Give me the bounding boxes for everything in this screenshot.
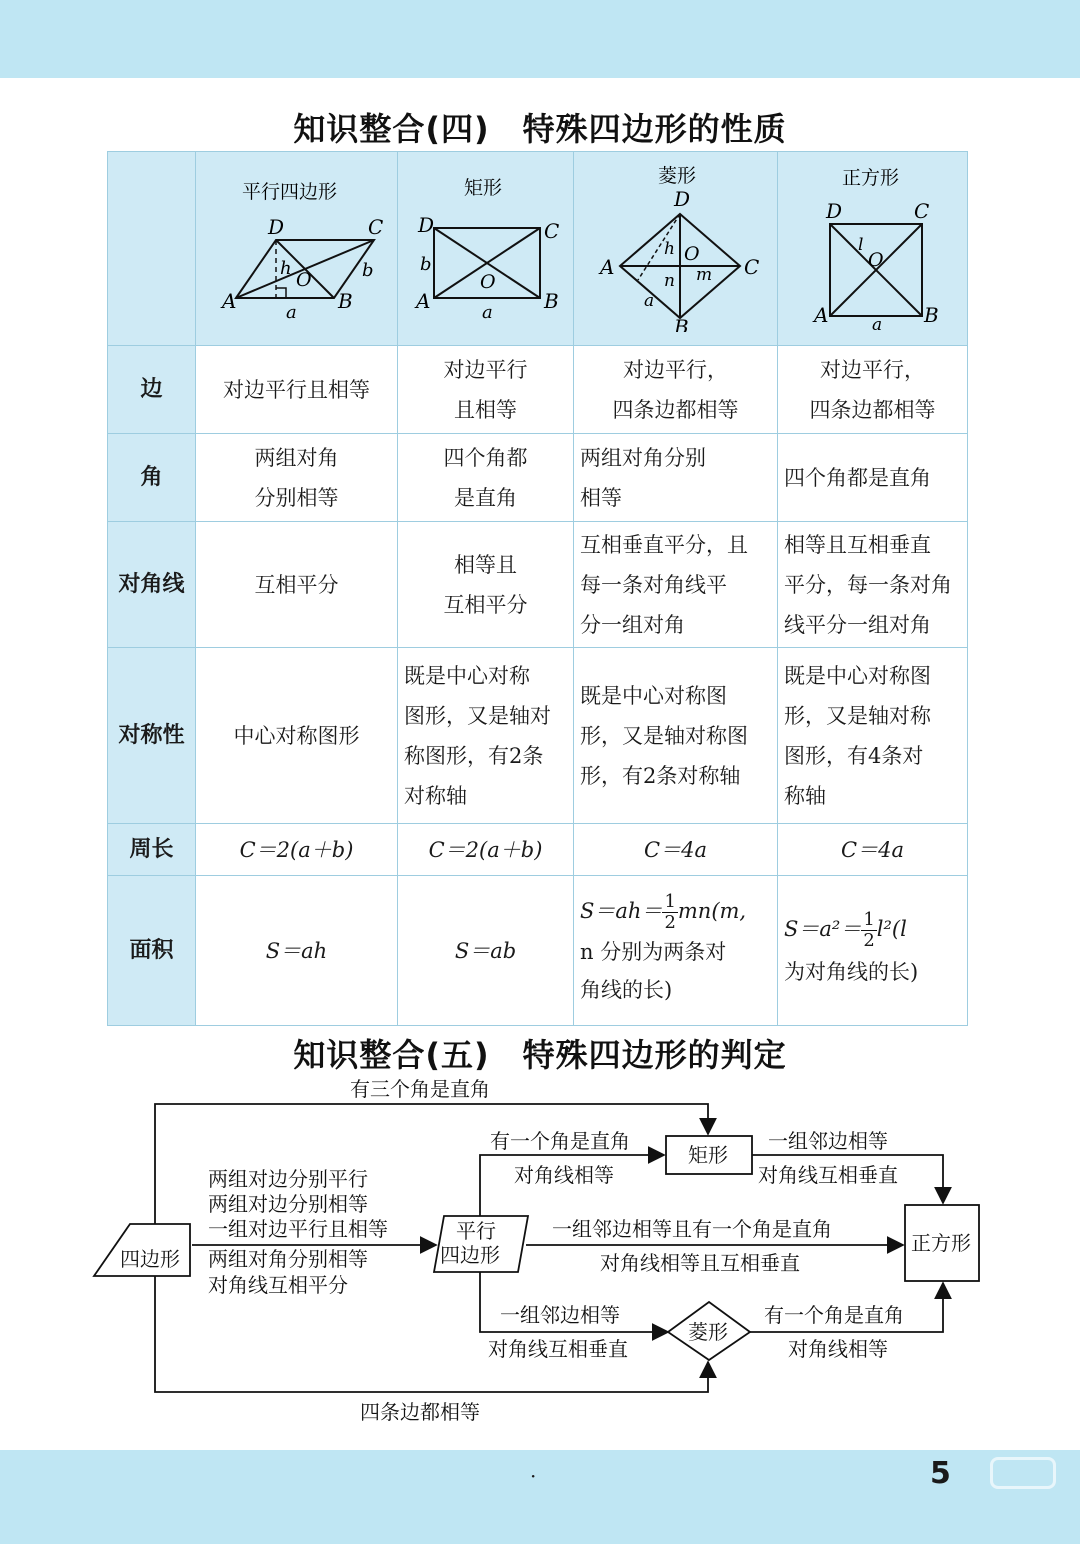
svg-text:O: O xyxy=(868,249,884,271)
corner-cell xyxy=(108,152,196,346)
parallelogram-figure xyxy=(202,152,392,332)
svg-text:四边形: 四边形 xyxy=(440,1243,500,1267)
cell: 相等且互相垂直 平分，每一条对角 线平分一组对角 xyxy=(778,522,968,648)
rhombus-figure xyxy=(580,152,774,332)
cell: S＝ah xyxy=(196,876,398,1026)
svg-text:a: a xyxy=(482,302,493,323)
row-label: 面积 xyxy=(108,876,196,1026)
rhombus-area-cell: S＝ah＝ $\frac{1}{2}$ mn(m, n 分别为两条对 角线的长) xyxy=(574,876,778,1026)
rectangle-figure xyxy=(404,152,570,332)
svg-text:C: C xyxy=(544,219,560,243)
svg-text:b: b xyxy=(420,254,432,275)
svg-text:B: B xyxy=(544,289,559,313)
svg-text:平行: 平行 xyxy=(456,1219,496,1243)
rhombus-cell xyxy=(574,152,778,346)
row-symmetry xyxy=(108,648,968,824)
edge-label: 一组邻边相等 xyxy=(500,1303,620,1327)
row-label: 周长 xyxy=(108,824,196,876)
svg-text:C: C xyxy=(744,255,760,279)
row-label: 对角线 xyxy=(108,522,196,648)
svg-text:菱形: 菱形 xyxy=(688,1320,728,1344)
shape-name: 正方形 xyxy=(842,167,900,189)
cell: 既是中心对称 图形，又是轴对 称图形，有2条 对称轴 xyxy=(398,648,574,824)
svg-text:四边形: 四边形 xyxy=(120,1247,180,1271)
svg-text:D: D xyxy=(674,187,691,211)
cell: 既是中心对称图 形，又是轴对称图 形，有2条对称轴 xyxy=(574,648,778,824)
edge-label: 对角线互相平分 xyxy=(208,1273,348,1297)
row-angles xyxy=(108,434,968,522)
svg-text:A: A xyxy=(222,289,237,313)
criteria-flowchart xyxy=(0,1070,1080,1430)
cell: 中心对称图形 xyxy=(196,648,398,824)
svg-text:O: O xyxy=(480,271,496,293)
row-area xyxy=(108,876,968,1026)
page-number: 5 xyxy=(930,1456,951,1491)
edge-label: 一组邻边相等 xyxy=(768,1129,888,1153)
svg-text:A: A xyxy=(416,289,431,313)
edge-label: 两组对边分别平行 xyxy=(208,1167,368,1191)
cell: 两组对角分别 相等 xyxy=(574,434,778,522)
edge-label: 两组对边分别相等 xyxy=(208,1192,368,1216)
edge-label: 两组对角分别相等 xyxy=(208,1247,368,1271)
svg-text:D: D xyxy=(418,213,435,237)
cell: 既是中心对称图 形，又是轴对称 图形，有4条对 称轴 xyxy=(778,648,968,824)
edge-label: 有三个角是直角 xyxy=(350,1077,490,1101)
cell: 四个角都是直角 xyxy=(778,434,968,522)
svg-text:O: O xyxy=(684,243,700,265)
footer-dot: · xyxy=(530,1464,537,1488)
row-label: 边 xyxy=(108,346,196,434)
svg-text:C: C xyxy=(368,215,384,239)
row-diagonals xyxy=(108,522,968,648)
shape-name: 平行四边形 xyxy=(242,181,338,203)
cell: C＝4a xyxy=(778,824,968,876)
cell: 对边平行且相等 xyxy=(196,346,398,434)
criteria-title: 知识整合(五) 特殊四边形的判定 xyxy=(293,1036,787,1074)
shape-name: 矩形 xyxy=(464,177,503,199)
properties-title: 知识整合(四) 特殊四边形的性质 xyxy=(293,110,787,148)
svg-text:正方形: 正方形 xyxy=(911,1231,971,1255)
parallelogram-cell xyxy=(196,152,398,346)
row-label: 角 xyxy=(108,434,196,522)
svg-text:b: b xyxy=(362,260,374,281)
svg-text:B: B xyxy=(674,315,689,332)
cell: 互相垂直平分，且 每一条对角线平 分一组对角 xyxy=(574,522,778,648)
svg-text:a: a xyxy=(286,302,297,323)
square-area-cell: S＝a²＝ $\frac{1}{2}$ l²(l 为对角线的长) xyxy=(778,876,968,1026)
cell: 相等且 互相平分 xyxy=(398,522,574,648)
edge-label: 对角线相等且互相垂直 xyxy=(600,1251,800,1275)
edge-label: 有一个角是直角 xyxy=(764,1303,904,1327)
cell: 两组对角 分别相等 xyxy=(196,434,398,522)
cell: C＝2(a＋b) xyxy=(196,824,398,876)
top-band xyxy=(0,0,1080,78)
watermark-badge xyxy=(990,1457,1056,1489)
edge-label: 对角线互相垂直 xyxy=(488,1337,628,1361)
svg-text:A: A xyxy=(814,303,829,327)
svg-text:D: D xyxy=(268,215,285,239)
edge-label: 一组对边平行且相等 xyxy=(208,1217,388,1241)
rectangle-cell xyxy=(398,152,574,346)
svg-text:n: n xyxy=(664,271,675,291)
edge-label: 对角线相等 xyxy=(788,1337,888,1361)
svg-text:h: h xyxy=(280,258,292,279)
svg-text:B: B xyxy=(338,289,353,313)
edge-label: 四条边都相等 xyxy=(360,1400,480,1424)
square-cell xyxy=(778,152,968,346)
bottom-band xyxy=(0,1450,1080,1544)
edge-label: 一组邻边相等且有一个角是直角 xyxy=(552,1217,832,1241)
svg-text:C: C xyxy=(914,199,930,223)
square-figure xyxy=(784,152,964,332)
svg-text:A: A xyxy=(600,255,615,279)
edge-label: 对角线互相垂直 xyxy=(758,1163,898,1187)
edge-label: 对角线相等 xyxy=(514,1163,614,1187)
svg-text:B: B xyxy=(924,303,939,327)
figure-row xyxy=(108,152,968,346)
svg-text:m: m xyxy=(696,265,713,285)
row-sides xyxy=(108,346,968,434)
row-perimeter xyxy=(108,824,968,876)
svg-text:O: O xyxy=(296,269,312,291)
properties-table xyxy=(107,151,968,1026)
svg-text:l: l xyxy=(858,235,864,255)
svg-text:a: a xyxy=(872,315,883,332)
cell: 对边平行， 四条边都相等 xyxy=(574,346,778,434)
svg-text:a: a xyxy=(644,291,655,311)
svg-text:D: D xyxy=(826,199,843,223)
edge-label: 有一个角是直角 xyxy=(490,1129,630,1153)
cell: 四个角都 是直角 xyxy=(398,434,574,522)
cell: S＝ab xyxy=(398,876,574,1026)
row-label: 对称性 xyxy=(108,648,196,824)
cell: 对边平行， 四条边都相等 xyxy=(778,346,968,434)
cell: C＝4a xyxy=(574,824,778,876)
svg-text:矩形: 矩形 xyxy=(688,1143,728,1167)
cell: 互相平分 xyxy=(196,522,398,648)
svg-text:h: h xyxy=(664,239,675,259)
cell: 对边平行 且相等 xyxy=(398,346,574,434)
cell: C＝2(a＋b) xyxy=(398,824,574,876)
shape-name: 菱形 xyxy=(658,165,697,187)
